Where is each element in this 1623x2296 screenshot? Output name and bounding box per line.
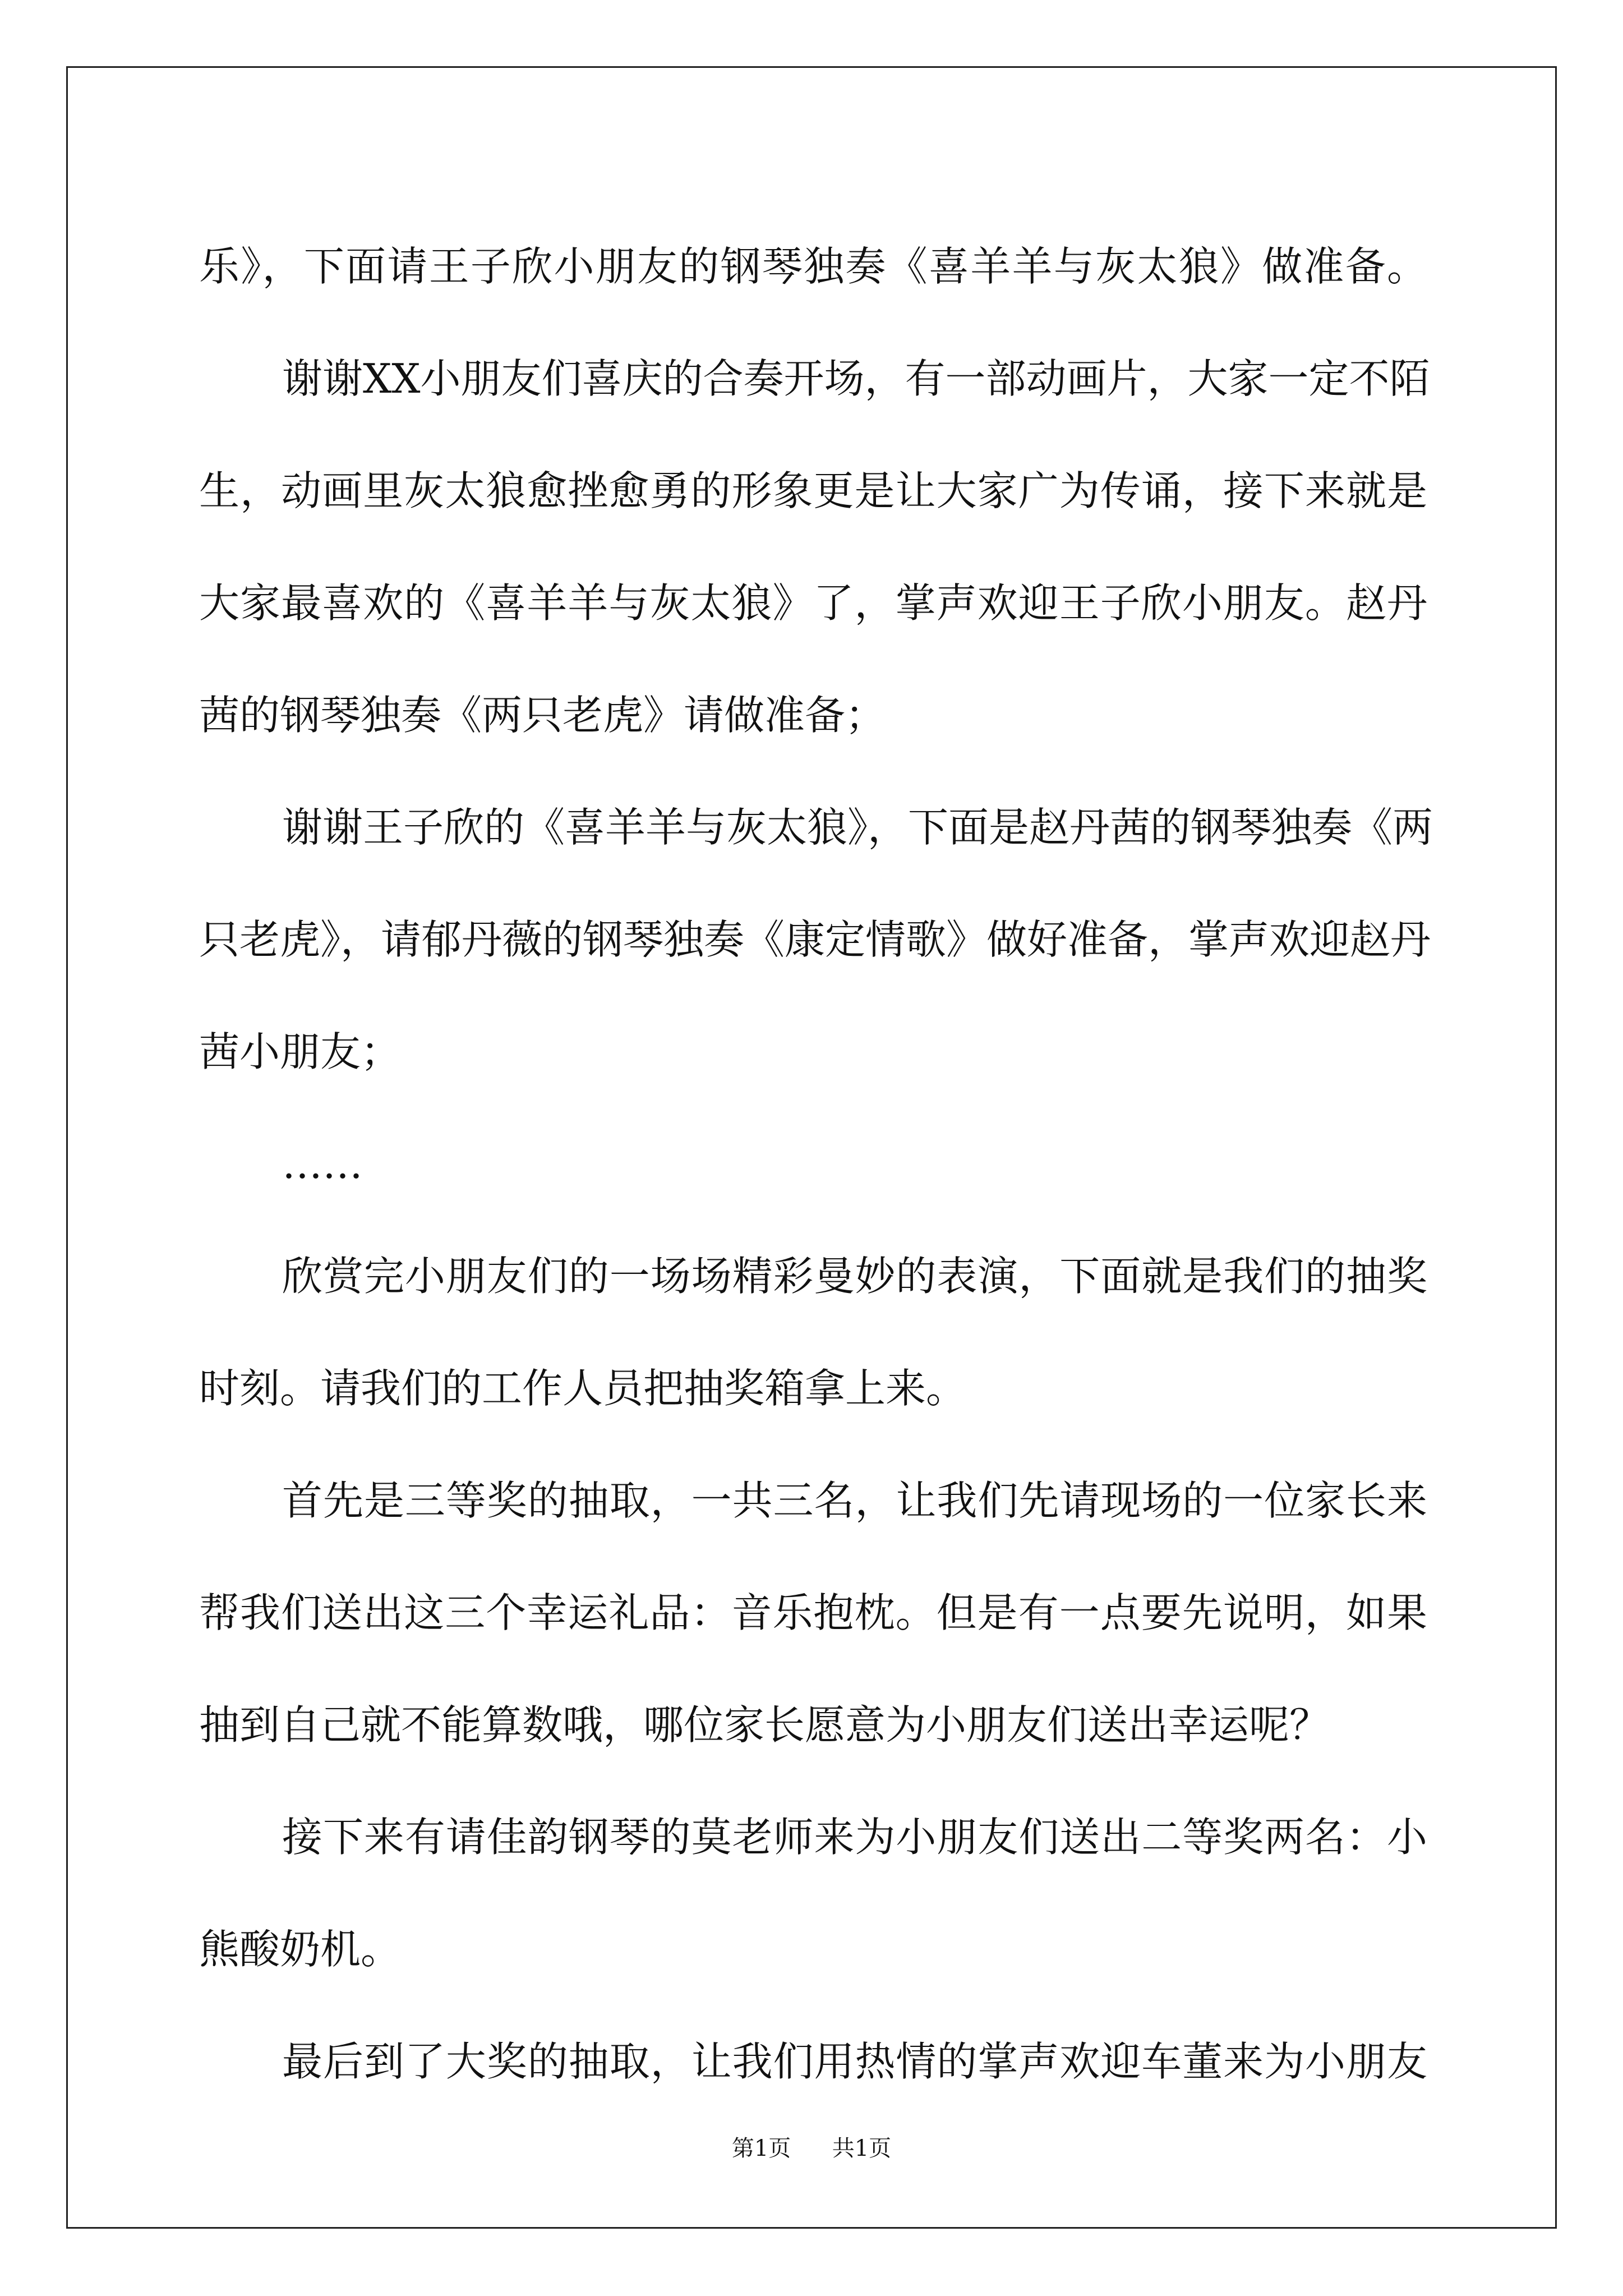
text-line: 最后到了大奖的抽取，让我们用热情的掌声欢迎车董来为小朋友 xyxy=(282,2038,1427,2085)
page-footer xyxy=(0,2132,1623,2165)
text-line: 抽到自己就不能算数哦，哪位家长愿意为小朋友们送出幸运呢？ xyxy=(199,1701,1330,1749)
text-line: 帮我们送出这三个幸运礼品：音乐抱枕。但是有一点要先说明，如果 xyxy=(199,1589,1427,1636)
document-body xyxy=(199,210,1433,2118)
text-line: 时刻。请我们的工作人员把抽奖箱拿上来。 xyxy=(199,1365,967,1412)
page-number: 第1页 xyxy=(731,2136,791,2161)
text-line: 接下来有请佳韵钢琴的莫老师来为小朋友们送出二等奖两名：小 xyxy=(282,1814,1427,1861)
text-line: 茜的钢琴独奏《两只老虎》请做准备； xyxy=(199,692,886,739)
text-line: 生，动画里灰太狼愈挫愈勇的形象更是让大家广为传诵，接下来就是 xyxy=(199,467,1427,514)
text-line: …… xyxy=(282,1140,363,1188)
text-line: 首先是三等奖的抽取，一共三名，让我们先请现场的一位家长来 xyxy=(282,1477,1427,1524)
text-line: 只老虎》，请郁丹薇的钢琴独奏《康定情歌》做好准备，掌声欢迎赵丹 xyxy=(199,916,1431,963)
text-line: 谢谢王子欣的《喜羊羊与灰太狼》，下面是赵丹茜的钢琴独奏《两 xyxy=(282,804,1433,851)
text-line: 谢谢XX小朋友们喜庆的合奏开场，有一部动画片，大家一定不陌 xyxy=(282,355,1430,402)
text-line: 茜小朋友； xyxy=(199,1028,402,1075)
text-line: 熊酸奶机。 xyxy=(199,1926,402,1973)
text-line: 乐》，下面请王子欣小朋友的钢琴独奏《喜羊羊与灰太狼》做准备。 xyxy=(199,243,1427,290)
text-line: 欣赏完小朋友们的一场场精彩曼妙的表演，下面就是我们的抽奖 xyxy=(282,1253,1427,1300)
text-line: 大家最喜欢的《喜羊羊与灰太狼》了，掌声欢迎王子欣小朋友。赵丹 xyxy=(199,579,1427,627)
page-total: 共1页 xyxy=(832,2136,892,2161)
